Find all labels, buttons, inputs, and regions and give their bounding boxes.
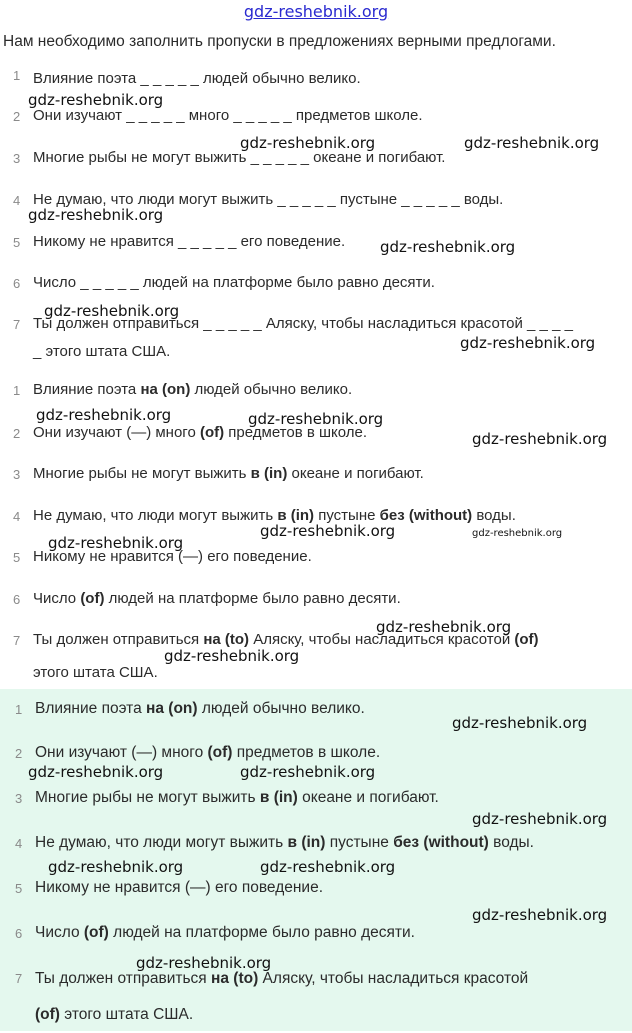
watermark[interactable]: gdz-reshebnik.org — [44, 302, 180, 320]
watermark[interactable]: gdz-reshebnik.org — [28, 206, 164, 224]
watermark[interactable]: gdz-reshebnik.org — [48, 534, 184, 552]
watermark[interactable]: gdz-reshebnik.org — [464, 134, 600, 152]
watermark[interactable]: gdz-reshebnik.org — [260, 858, 396, 876]
watermark[interactable]: gdz-reshebnik.org — [240, 134, 376, 152]
watermark[interactable]: gdz-reshebnik.org — [472, 528, 563, 539]
watermark[interactable]: gdz-reshebnik.org — [240, 763, 376, 781]
watermark[interactable]: gdz-reshebnik.org — [248, 410, 384, 428]
watermark[interactable]: gdz-reshebnik.org — [452, 714, 588, 732]
watermark[interactable]: gdz-reshebnik.org — [164, 647, 300, 665]
watermark[interactable]: gdz-reshebnik.org — [376, 618, 512, 636]
watermark[interactable]: gdz-reshebnik.org — [28, 763, 164, 781]
watermark[interactable]: gdz-reshebnik.org — [136, 954, 272, 972]
task-instruction: Нам необходимо заполнить пропуски в предложениях верными предлогами. — [3, 33, 556, 50]
header-watermark[interactable]: gdz-reshebnik.org — [243, 2, 389, 21]
watermark[interactable]: gdz-reshebnik.org — [380, 238, 516, 256]
watermark[interactable]: gdz-reshebnik.org — [260, 522, 396, 540]
watermark[interactable]: gdz-reshebnik.org — [28, 91, 164, 109]
watermark[interactable]: gdz-reshebnik.org — [472, 430, 608, 448]
watermark[interactable]: gdz-reshebnik.org — [48, 858, 184, 876]
watermark[interactable]: gdz-reshebnik.org — [460, 334, 596, 352]
watermark[interactable]: gdz-reshebnik.org — [36, 406, 172, 424]
watermark[interactable]: gdz-reshebnik.org — [472, 810, 608, 828]
watermark[interactable]: gdz-reshebnik.org — [472, 906, 608, 924]
